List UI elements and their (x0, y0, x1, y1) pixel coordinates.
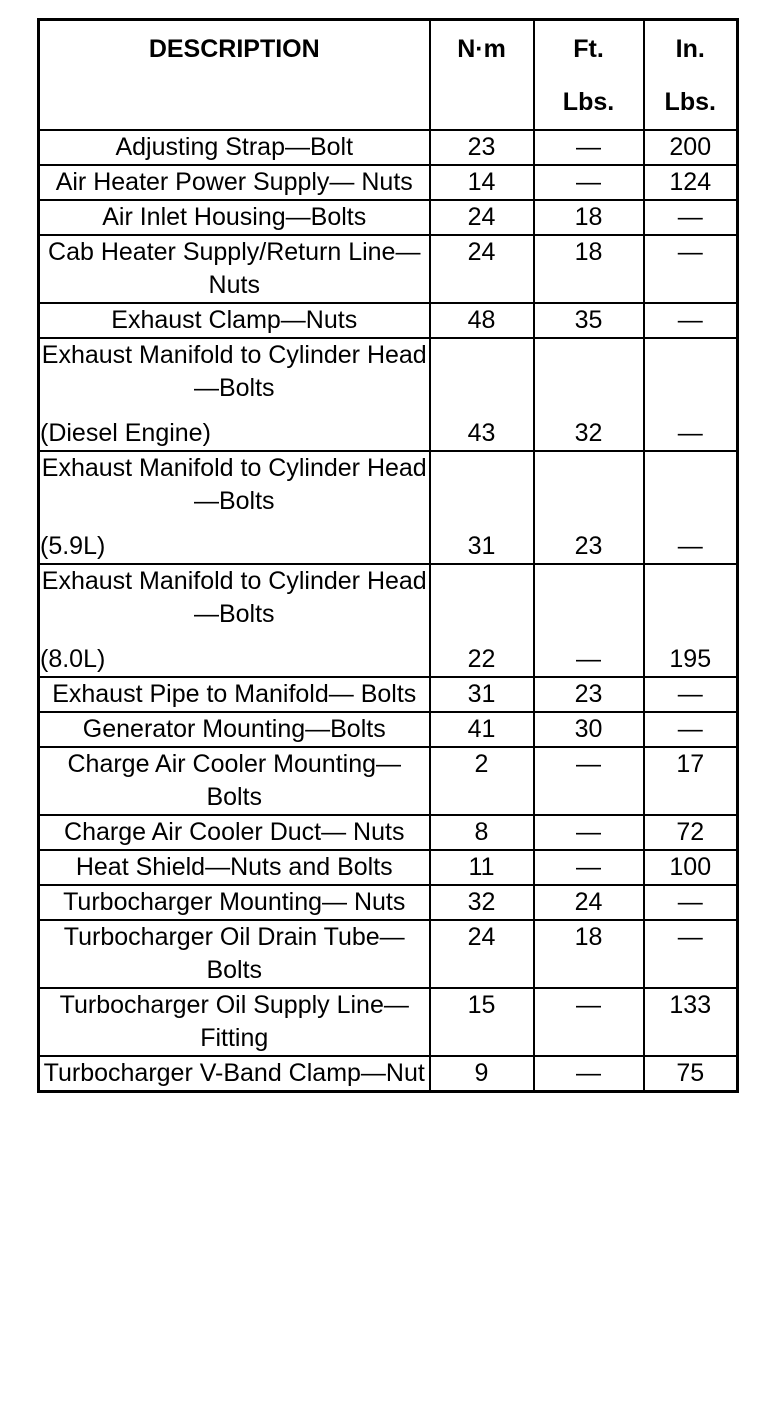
ft-value: — (576, 818, 601, 846)
nm-cell (430, 338, 534, 451)
in-value: 133 (669, 991, 712, 1019)
description-cell (39, 451, 430, 564)
description-text: Adjusting Strap—Bolt (115, 133, 354, 161)
nm-value: 24 (467, 923, 496, 951)
description-cell (39, 815, 430, 850)
description-text: Turbocharger Oil Supply Line—Fitting (59, 991, 409, 1052)
ft-value: — (576, 1059, 601, 1087)
ft-cell (534, 451, 644, 564)
header-description: DESCRIPTION (39, 20, 430, 131)
in-cell (644, 815, 738, 850)
ft-value: 24 (574, 888, 603, 916)
description-cell (39, 338, 430, 451)
in-cell (644, 451, 738, 564)
description-text: Exhaust Manifold to Cylinder Head—Bolts (41, 341, 427, 402)
description-text: Charge Air Cooler Mounting—Bolts (67, 750, 401, 811)
description-cell (39, 1056, 430, 1092)
nm-cell (430, 677, 534, 712)
description-cell (39, 564, 430, 677)
ft-value: 18 (574, 203, 603, 231)
nm-value: 41 (467, 715, 496, 743)
in-value: 17 (676, 750, 705, 778)
nm-value: 15 (467, 991, 496, 1019)
nm-value: 14 (467, 168, 496, 196)
table-row (39, 815, 738, 850)
table-row (39, 850, 738, 885)
ft-cell (534, 677, 644, 712)
description-text: Turbocharger Mounting— Nuts (63, 888, 406, 916)
in-value: 195 (669, 645, 712, 673)
table-row (39, 747, 738, 815)
header-nm: N·m (430, 20, 534, 131)
description-cell (39, 850, 430, 885)
in-value: 200 (669, 133, 712, 161)
nm-value: 8 (474, 818, 489, 846)
in-value: 75 (676, 1059, 705, 1087)
description-cell (39, 130, 430, 165)
ft-value: 23 (574, 532, 603, 560)
ft-cell (534, 235, 644, 303)
table-row (39, 677, 738, 712)
nm-value: 24 (467, 203, 496, 231)
in-cell (644, 885, 738, 920)
ft-value: 18 (574, 923, 603, 951)
in-cell (644, 235, 738, 303)
description-cell (39, 712, 430, 747)
nm-value: 11 (468, 853, 495, 881)
description-text: Turbocharger V-Band Clamp—Nut (43, 1059, 425, 1087)
description-text: Exhaust Clamp—Nuts (111, 306, 358, 334)
description-note: (Diesel Engine) (40, 419, 211, 447)
table-row (39, 338, 738, 451)
description-cell (39, 885, 430, 920)
in-cell (644, 200, 738, 235)
in-cell (644, 677, 738, 712)
table-row (39, 988, 738, 1056)
description-note: (5.9L) (40, 532, 106, 560)
header-in-lbs: In. Lbs. (644, 20, 738, 131)
nm-cell (430, 235, 534, 303)
ft-cell (534, 564, 644, 677)
table-row (39, 1056, 738, 1092)
table-row (39, 235, 738, 303)
description-cell (39, 235, 430, 303)
ft-value: 18 (574, 238, 603, 266)
in-cell (644, 1056, 738, 1092)
ft-cell (534, 165, 644, 200)
nm-value: 48 (467, 306, 496, 334)
ft-value: — (576, 991, 601, 1019)
ft-cell (534, 712, 644, 747)
in-cell (644, 303, 738, 338)
nm-value: 32 (467, 888, 496, 916)
ft-cell (534, 747, 644, 815)
ft-cell (534, 1056, 644, 1092)
table-row (39, 200, 738, 235)
in-value: — (677, 532, 703, 560)
description-cell (39, 165, 430, 200)
description-text: Air Inlet Housing—Bolts (102, 203, 367, 231)
header-ft-lbs: Ft. Lbs. (534, 20, 644, 131)
ft-cell (534, 988, 644, 1056)
nm-cell (430, 920, 534, 988)
in-value: — (677, 680, 703, 708)
in-cell (644, 564, 738, 677)
table-row (39, 451, 738, 564)
ft-value: — (576, 645, 601, 673)
description-cell (39, 988, 430, 1056)
ft-cell (534, 885, 644, 920)
in-value: — (677, 203, 703, 231)
in-value: — (677, 888, 703, 916)
ft-value: — (576, 168, 601, 196)
nm-cell (430, 712, 534, 747)
description-text: Exhaust Manifold to Cylinder Head—Bolts (41, 567, 427, 628)
description-text: Exhaust Manifold to Cylinder Head—Bolts (41, 454, 427, 515)
ft-cell (534, 920, 644, 988)
description-text: Charge Air Cooler Duct— Nuts (64, 818, 405, 846)
in-value: 124 (669, 168, 712, 196)
table-row (39, 303, 738, 338)
in-value: — (677, 306, 703, 334)
in-cell (644, 747, 738, 815)
header-row (39, 20, 738, 131)
description-cell (39, 747, 430, 815)
ft-cell (534, 303, 644, 338)
description-text: Exhaust Pipe to Manifold— Bolts (52, 680, 417, 708)
nm-cell (430, 165, 534, 200)
nm-value: 2 (474, 750, 489, 778)
in-cell (644, 338, 738, 451)
nm-cell (430, 130, 534, 165)
nm-cell (430, 200, 534, 235)
in-value: 72 (676, 818, 705, 846)
in-value: — (677, 715, 703, 743)
nm-value: 43 (467, 419, 496, 447)
nm-value: 31 (467, 532, 496, 560)
table-row (39, 165, 738, 200)
nm-cell (430, 988, 534, 1056)
nm-cell (430, 885, 534, 920)
in-value: — (677, 238, 703, 266)
ft-value: 32 (574, 419, 603, 447)
nm-cell (430, 1056, 534, 1092)
nm-value: 24 (467, 238, 496, 266)
ft-cell (534, 200, 644, 235)
nm-value: 22 (467, 645, 496, 673)
ft-value: 23 (574, 680, 603, 708)
nm-cell (430, 303, 534, 338)
nm-cell (430, 815, 534, 850)
nm-value: 23 (467, 133, 496, 161)
in-cell (644, 712, 738, 747)
ft-value: — (576, 853, 601, 881)
description-text: Air Heater Power Supply— Nuts (55, 168, 413, 196)
in-cell (644, 850, 738, 885)
ft-value: 35 (574, 306, 603, 334)
ft-cell (534, 338, 644, 451)
in-value: — (677, 419, 703, 447)
in-cell (644, 920, 738, 988)
table-row (39, 920, 738, 988)
ft-value: 30 (574, 715, 603, 743)
nm-cell (430, 451, 534, 564)
ft-cell (534, 130, 644, 165)
description-text: Heat Shield—Nuts and Bolts (75, 853, 393, 881)
table-row (39, 130, 738, 165)
ft-value: — (576, 133, 601, 161)
description-note: (8.0L) (40, 645, 106, 673)
nm-cell (430, 850, 534, 885)
description-text: Turbocharger Oil Drain Tube—Bolts (63, 923, 405, 984)
ft-cell (534, 815, 644, 850)
in-cell (644, 165, 738, 200)
description-text: Cab Heater Supply/Return Line—Nuts (48, 238, 421, 299)
table-row (39, 712, 738, 747)
in-cell (644, 988, 738, 1056)
description-cell (39, 920, 430, 988)
table-row (39, 885, 738, 920)
torque-spec-table (37, 18, 739, 1093)
description-cell (39, 200, 430, 235)
ft-cell (534, 850, 644, 885)
nm-value: 31 (467, 680, 496, 708)
nm-cell (430, 564, 534, 677)
in-value: 100 (669, 853, 712, 881)
table-row (39, 564, 738, 677)
nm-cell (430, 747, 534, 815)
in-cell (644, 130, 738, 165)
nm-value: 9 (474, 1059, 489, 1087)
ft-value: — (576, 750, 601, 778)
in-value: — (677, 923, 703, 951)
description-cell (39, 303, 430, 338)
description-cell (39, 677, 430, 712)
description-text: Generator Mounting—Bolts (82, 715, 386, 743)
